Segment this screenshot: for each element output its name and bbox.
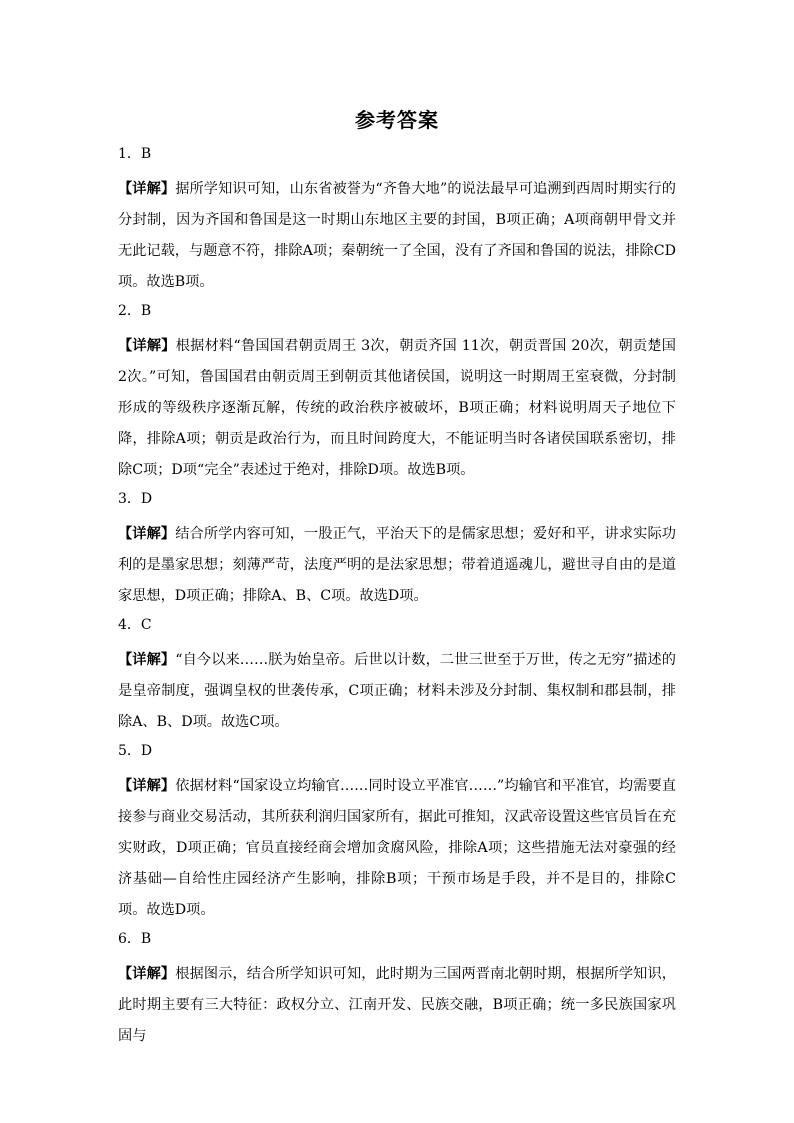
answer-number: 1．B (118, 146, 152, 162)
answer-number: 4．C (118, 617, 152, 633)
answer-item-3 (118, 488, 676, 612)
answer-explanation (118, 959, 676, 1052)
explanation-text: 根据材料“鲁国国君朝贡周王 3次，朝贡齐国 11次，朝贡晋国 20次，朝贡楚国 2次。”可知，鲁国国君由朝贡周王到朝贡其他诸侯国，说明这一时期周王室衰微，分封制形成的等级秩序逐渐瓦解，传统的政治秩序被破坏，B项正确；材料说明周天子地位下降，排除A项；朝贡是政治行为，而且时间跨度大，不能证明当时各诸侯国联系密切，排除C项；D项“完全”表述过于绝对，排除D项。故选B项。 (118, 338, 676, 478)
explanation-tag: 【详解】 (118, 526, 176, 542)
answer-list (118, 143, 676, 1054)
explanation-text: 据所学知识可知，山东省被誉为“齐鲁大地”的说法最早可追溯到西周时期实行的分封制，因为齐国和鲁国是这一时期山东地区主要的封国，B项正确；A项商朝甲骨文并无此记载，与题意不符，排除A项；秦朝统一了全国，没有了齐国和鲁国的说法，排除CD项。故选B项。 (118, 181, 676, 290)
answer-explanation (118, 174, 676, 298)
answer-item-6 (118, 928, 676, 1052)
explanation-tag: 【详解】 (118, 652, 176, 668)
answer-explanation (118, 519, 676, 612)
answer-explanation (118, 645, 676, 738)
explanation-tag: 【详解】 (118, 778, 176, 794)
answer-number: 6．B (118, 931, 152, 947)
page-title: 参考答案 (355, 108, 439, 132)
answer-number: 5．D (118, 743, 153, 759)
explanation-tag: 【详解】 (118, 966, 176, 982)
explanation-text: 结合所学内容可知，一股正气，平治天下的是儒家思想；爱好和平，讲求实际功利的是墨家思想；刻薄严苛，法度严明的是法家思想；带着逍遥魂儿，避世寻自由的是道家思想，D项正确；排除A、B、C项。故选D项。 (118, 526, 676, 604)
explanation-text: “自今以来……朕为始皇帝。后世以计数，二世三世至于万世，传之无穷”描述的是皇帝制度，强调皇权的世袭传承，C项正确；材料未涉及分封制、集权制和郡县制，排除A、B、D项。故选C项。 (118, 652, 676, 730)
answer-explanation (118, 331, 676, 486)
answer-number: 2．B (118, 303, 152, 319)
explanation-tag: 【详解】 (118, 181, 176, 197)
explanation-tag: 【详解】 (118, 338, 176, 354)
answer-item-2 (118, 300, 676, 486)
explanation-text: 依据材料“国家设立均输官……同时设立平准官……”均输官和平准官，均需要直接参与商业交易活动，其所获利润归国家所有，据此可推知，汉武帝设置这些官员旨在充实财政，D项正确；官员直接经商会增加贪腐风险，排除A项；这些措施无法对豪强的经济基础—自给性庄园经济产生影响，排除B项；干预市场是手段，并不是目的，排除C项。故选D项。 (118, 778, 676, 918)
answer-item-1 (118, 143, 676, 298)
answer-item-4 (118, 614, 676, 738)
answer-explanation (118, 771, 676, 926)
answer-number: 3．D (118, 491, 153, 507)
explanation-text: 根据图示，结合所学知识可知，此时期为三国两晋南北朝时期，根据所学知识，此时期主要有三大特征：政权分立、江南开发、民族交融，B项正确；统一多民族国家巩固与 (118, 966, 676, 1044)
answer-item-5 (118, 740, 676, 926)
